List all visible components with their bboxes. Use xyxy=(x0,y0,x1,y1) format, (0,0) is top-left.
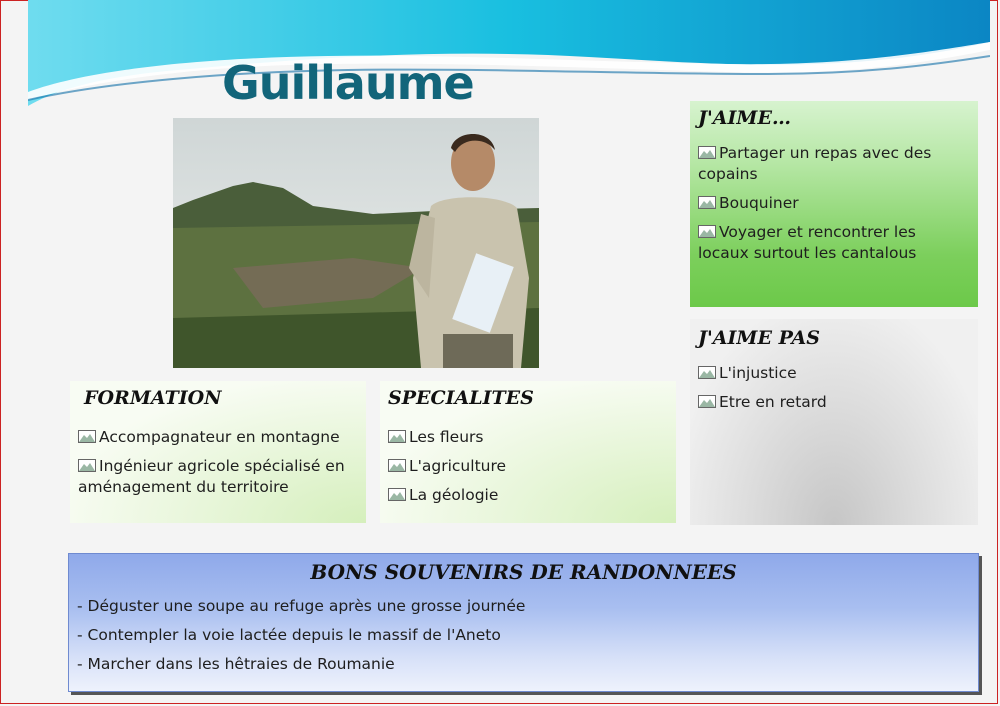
list-item: - Déguster une soupe au refuge après une grosse journée xyxy=(77,597,526,615)
page-title: Guillaume xyxy=(222,56,474,110)
mountain-landscape-icon xyxy=(78,430,96,443)
list-item: Ingénieur agricole spécialisé en aménagement du territoire xyxy=(78,457,345,496)
mountain-landscape-icon xyxy=(698,225,716,238)
dislikes-card xyxy=(690,319,978,525)
likes-heading: J'AIME… xyxy=(698,107,791,129)
formation-card xyxy=(70,381,366,523)
list-item: Voyager et rencontrer les locaux surtout les cantalous xyxy=(698,223,917,262)
mountain-landscape-icon xyxy=(698,146,716,159)
specialites-card xyxy=(380,381,676,523)
list-item: Bouquiner xyxy=(698,193,970,214)
specialites-heading: SPECIALITES xyxy=(388,387,534,409)
likes-card xyxy=(690,101,978,307)
list-item: - Marcher dans les hêtraies de Roumanie xyxy=(77,655,395,673)
list-item: L'injustice xyxy=(698,363,970,384)
wave-banner xyxy=(28,0,990,110)
mountain-landscape-icon xyxy=(388,430,406,443)
list-item: La géologie xyxy=(388,485,668,506)
souvenirs-card xyxy=(68,553,979,692)
mountain-landscape-icon xyxy=(388,459,406,472)
mountain-landscape-icon xyxy=(388,488,406,501)
list-item: Partager un repas avec des copains xyxy=(698,144,932,183)
mountain-landscape-icon xyxy=(78,459,96,472)
list-item: Les fleurs xyxy=(388,427,668,448)
souvenirs-heading: BONS SOUVENIRS DE RANDONNEES xyxy=(310,560,737,584)
list-item: - Contempler la voie lactée depuis le massif de l'Aneto xyxy=(77,626,501,644)
list-item: L'agriculture xyxy=(388,456,668,477)
dislikes-heading: J'AIME PAS xyxy=(698,327,820,349)
mountain-landscape-icon xyxy=(698,366,716,379)
mountain-landscape-icon xyxy=(698,196,716,209)
list-item: Accompagnateur en montagne xyxy=(78,427,358,448)
formation-heading: FORMATION xyxy=(84,387,222,409)
mountain-landscape-icon xyxy=(698,395,716,408)
list-item: Etre en retard xyxy=(698,392,970,413)
portrait-photo xyxy=(173,118,539,368)
